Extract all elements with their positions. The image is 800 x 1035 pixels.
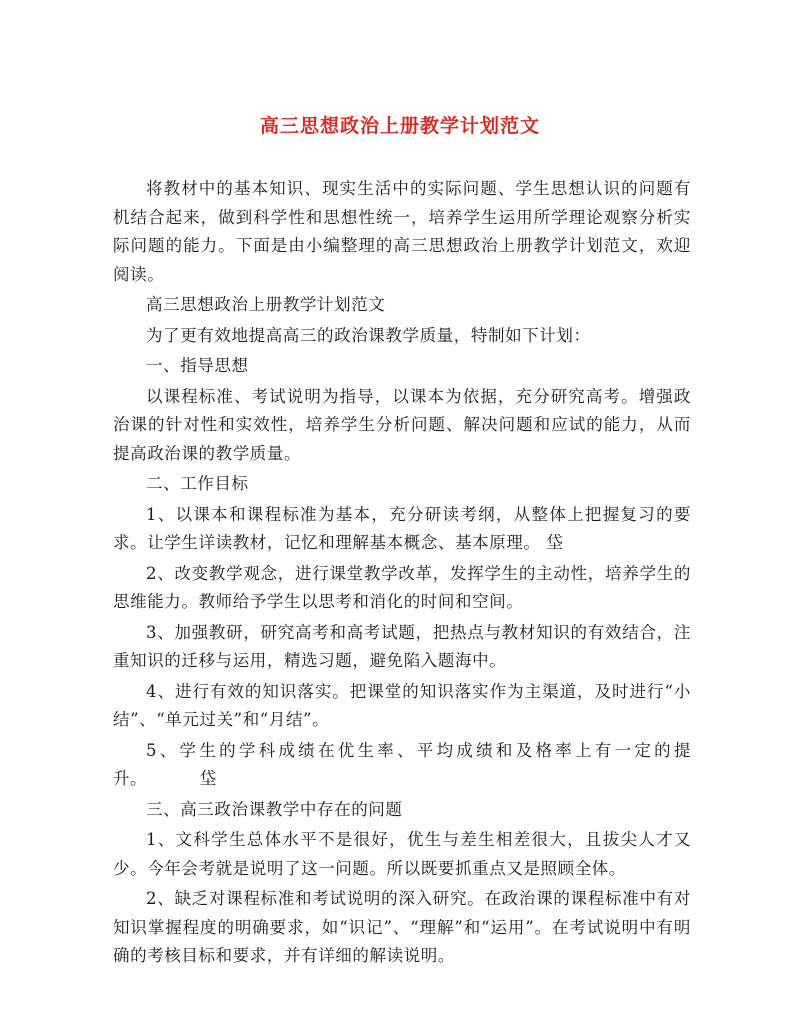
- goal-item-3: 3、加强教研，研究高考和高考试题，把热点与教材知识的有效结合，注重知识的迁移与运用，精选习题，避免陷入题海中。: [113, 622, 691, 670]
- problem-item-2: 2、缺乏对课程标准和考试说明的深入研究。在政治课的课程标准中有对知识掌握程度的明确要求，如“识记”、“理解”和“运用”。在考试说明中有明确的考核目标和要求，并有详细的解读说明。: [113, 889, 691, 965]
- goal-item-4: 4、进行有效的知识落实。把课堂的知识落实作为主渠道，及时进行“小结”、“单元过关”和“月结”。: [113, 681, 691, 729]
- goal-item-2: 2、改变教学观念，进行课堂教学改革，发挥学生的主动性，培养学生的思维能力。教师给予学生以思考和消化的时间和空间。: [113, 563, 691, 611]
- section-heading-problems: 三、高三政治课教学中存在的问题: [146, 799, 403, 819]
- guiding-thought-paragraph: 以课程标准、考试说明为指导，以课本为依据，充分研究高考。增强政治课的针对性和实效性，培养学生分析问题、解决问题和应试的能力，从而提高政治课的教学质量。: [113, 386, 691, 463]
- goal-item-5: 5、学生的学科成绩在优生率、平均成绩和及格率上有一定的提升。 垈: [113, 740, 691, 788]
- section-heading-guiding-thought: 一、指导思想: [146, 356, 249, 375]
- plan-intro-paragraph: 为了更有效地提高高三的政治课教学质量，特制如下计划：: [146, 325, 591, 345]
- subtitle-paragraph: 高三思想政治上册教学计划范文: [146, 295, 386, 314]
- problem-item-1: 1、文科学生总体水平不是很好，优生与差生相差很大，且拔尖人才又少。今年会考就是说明了这一问题。所以既要抓重点又是照顾全体。: [113, 830, 691, 878]
- document-title: 高三思想政治上册教学计划范文: [259, 115, 540, 137]
- intro-paragraph: 将教材中的基本知识、现实生活中的实际问题、学生思想认识的问题有机结合起来，做到科学性和思想性统一，培养学生运用所学理论观察分析实际问题的能力。下面是由小编整理的高三思想政治上册教学计划范文，欢迎阅读。: [113, 179, 691, 284]
- goal-item-1: 1、以课本和课程标准为基本，充分研读考纲，从整体上把握复习的要求。让学生详读教材，记忆和理解基本概念、基本原理。 垈: [113, 504, 691, 552]
- section-heading-work-goals: 二、工作目标: [146, 474, 249, 493]
- document-body: [113, 175, 691, 971]
